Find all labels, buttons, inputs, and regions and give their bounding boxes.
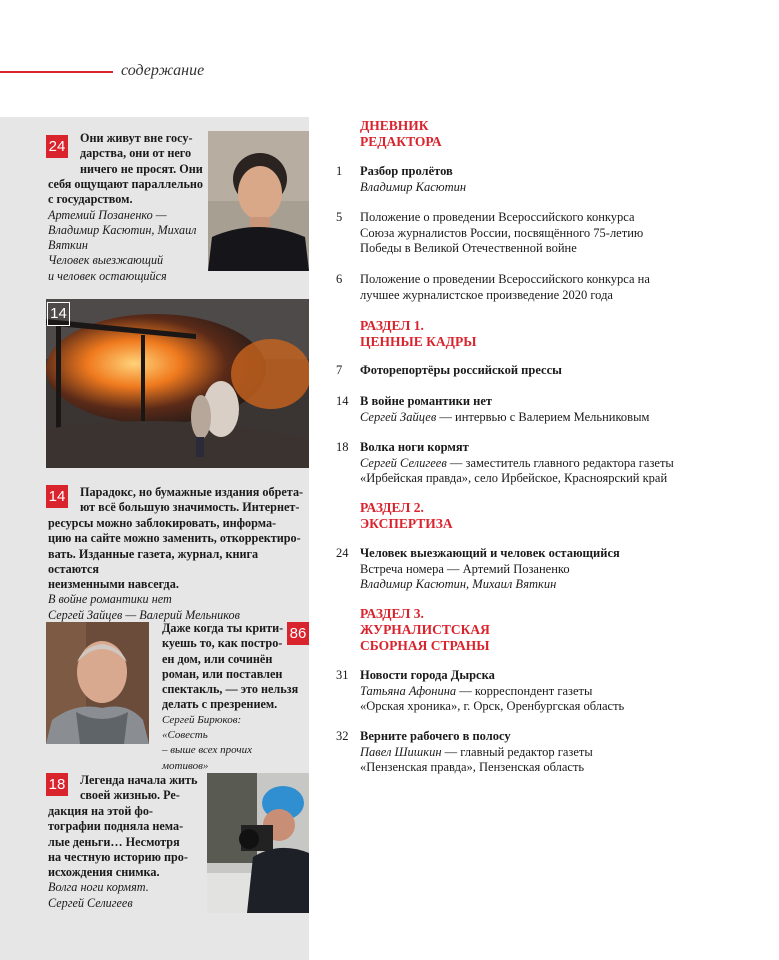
entry-title: Человек выезжающий и человек остающийся xyxy=(360,546,620,560)
toc-page-number: 31 xyxy=(336,668,349,682)
toc-entry[interactable] xyxy=(360,363,760,379)
quote-line: роман, или поставлен xyxy=(162,666,283,681)
section-line: РЕДАКТОРА xyxy=(360,134,442,149)
toc-entry[interactable] xyxy=(360,394,760,425)
quote-line: ен дом, или сочинён xyxy=(162,651,273,666)
entry-title: Новости города Дырска xyxy=(360,668,495,682)
quote-line: себя ощущают параллельно xyxy=(48,177,204,191)
entry-byline xyxy=(360,410,760,426)
entry-title: Волка ноги кормят xyxy=(360,440,469,454)
entry-role: — главный редактор газеты xyxy=(441,744,593,759)
toc-section-expertise xyxy=(360,500,453,532)
entry-line: Положение о проведении Всероссийского конкурса xyxy=(360,210,635,224)
header-rule xyxy=(0,71,113,73)
photographer-photo xyxy=(207,773,309,913)
entry-line: Положение о проведении Всероссийского конкурса на xyxy=(360,272,650,286)
portrait-photo xyxy=(208,131,309,271)
section-line: ДНЕВНИК xyxy=(360,118,429,133)
toc-page-number: 24 xyxy=(336,546,349,560)
toc-page-number: 5 xyxy=(336,210,343,224)
credit-line: Сергей Бирюков: «Совесть xyxy=(162,713,242,742)
toc-section-valuable-frames xyxy=(360,318,476,350)
badge-page-18: 18 xyxy=(46,773,68,796)
section-line: ЭКСПЕРТИЗА xyxy=(360,516,453,531)
toc-page-number: 7 xyxy=(336,363,343,377)
toc-entry[interactable] xyxy=(360,546,760,593)
entry-author: Павел Шишкин xyxy=(360,744,442,759)
quote-line: своей жизнью. Ре- xyxy=(80,788,180,803)
toc-entry[interactable] xyxy=(360,164,760,195)
quote-line: тографии подняла нема- xyxy=(48,819,184,834)
entry-author: Сергей Селигеев xyxy=(360,455,447,470)
toc-entry[interactable] xyxy=(360,210,760,257)
section-line: РАЗДЕЛ 2. xyxy=(360,500,424,515)
feature-quote-5b xyxy=(48,804,206,911)
section-line: ЦЕННЫЕ КАДРЫ xyxy=(360,334,477,349)
badge-page-14: 14 xyxy=(46,485,68,508)
feature-quote-1 xyxy=(80,131,205,177)
fire-photo xyxy=(46,299,309,468)
credit-line: Человек выезжающий xyxy=(48,253,164,268)
entry-author: Татьяна Афонина xyxy=(360,683,457,698)
entry-author: Владимир Касютин, Михаил Вяткин xyxy=(360,577,557,592)
quote-line: вать. Изданные газета, журнал, книга остаются xyxy=(48,546,259,576)
quote-line: на честную историю про- xyxy=(48,849,188,864)
quote-line: дарства, они от него xyxy=(80,146,192,161)
toc-entry[interactable] xyxy=(360,668,760,715)
credit-line: Владимир Касютин, Михаил xyxy=(48,222,197,237)
entry-role: — интервью с Валерием Мельниковым xyxy=(436,409,650,424)
toc-section-diary xyxy=(360,118,442,150)
section-line: РАЗДЕЛ 3. xyxy=(360,606,424,621)
quote-line: ничего не просят. Они xyxy=(80,161,203,176)
entry-byline xyxy=(360,684,760,700)
quote-line: делать с презрением. xyxy=(162,697,278,712)
section-line: РАЗДЕЛ 1. xyxy=(360,318,424,333)
toc-page-number: 1 xyxy=(336,164,343,178)
credit-line: Сергей Селигеев xyxy=(48,895,133,910)
toc-page-number: 32 xyxy=(336,729,349,743)
credit-line: Волга ноги кормят. xyxy=(48,880,149,895)
badge-page-86: 86 xyxy=(287,622,309,645)
credit-line: В войне романтики нет xyxy=(48,592,172,607)
toc-section-national-team xyxy=(360,606,490,654)
entry-role: — корреспондент газеты xyxy=(456,683,593,698)
toc-page-number: 14 xyxy=(336,394,349,408)
credit-line: мотивов» xyxy=(162,759,209,772)
quote-line: куешь то, как постро- xyxy=(162,636,283,651)
toc-page-number: 18 xyxy=(336,440,349,454)
entry-title: Верните рабочего в полосу xyxy=(360,729,511,743)
quote-line: исхождения снимка. xyxy=(48,865,160,880)
entry-title: Разбор пролётов xyxy=(360,164,453,178)
feature-quote-5 xyxy=(80,773,206,804)
quote-line: Они живут вне госу- xyxy=(80,131,193,145)
credit-line: Вяткин xyxy=(48,238,88,253)
entry-byline xyxy=(360,456,760,472)
quote-line: спектакль, — это нельзя xyxy=(162,682,299,697)
toc-page-number: 6 xyxy=(336,272,343,286)
entry-line: Победы в Великой Отечественной войне xyxy=(360,241,577,256)
quote-line: цию на сайте можно заменить, откорректиро- xyxy=(48,531,301,546)
badge-page-24: 24 xyxy=(46,135,68,158)
toc-entry[interactable] xyxy=(360,272,760,303)
entry-line: Союза журналистов России, посвящённого 75-летию xyxy=(360,225,644,240)
entry-line: «Ирбейская правда», село Ирбейское, Красноярский край xyxy=(360,471,668,486)
feature-quote-3 xyxy=(80,485,308,516)
credit-line: – выше всех прочих xyxy=(162,744,252,757)
toc-entry[interactable] xyxy=(360,729,760,776)
entry-title: Фоторепортёры российской прессы xyxy=(360,363,562,377)
quote-line: лые деньги… Несмотря xyxy=(48,834,180,849)
entry-byline xyxy=(360,745,760,761)
quote-line: неизменными навсегда. xyxy=(48,577,179,592)
toc-entry[interactable] xyxy=(360,440,760,487)
entry-role: — заместитель главного редактора газеты xyxy=(446,455,674,470)
quote-line: Легенда начала жить xyxy=(80,773,198,787)
entry-line: «Пензенская правда», Пензенская область xyxy=(360,760,585,775)
entry-author: Сергей Зайцев xyxy=(360,409,437,424)
page-title: содержание xyxy=(121,62,205,79)
section-line: ЖУРНАЛИСТСКАЯ xyxy=(360,622,490,637)
entry-line: Встреча номера — Артемий Позаненко xyxy=(360,561,570,576)
quote-line: Даже когда ты крити- xyxy=(162,621,284,635)
entry-line: «Орская хроника», г. Орск, Оренбургская область xyxy=(360,699,625,714)
quote-line: ют всё большую значимость. Интернет- xyxy=(80,500,300,515)
credit-line: Сергей Зайцев — Валерий Мельников xyxy=(48,607,240,622)
section-line: СБОРНАЯ СТРАНЫ xyxy=(360,638,490,653)
quote-line: с государством. xyxy=(48,192,133,207)
credit-line: Артемий Позаненко — xyxy=(48,207,167,222)
entry-title: В войне романтики нет xyxy=(360,394,493,408)
badge-page-14-outline: 14 xyxy=(47,302,70,326)
credit-line: и человек остающийся xyxy=(48,268,167,283)
feature-quote-3b xyxy=(48,516,308,623)
feature-quote-1b xyxy=(48,177,208,284)
quote-line: ресурсы можно заблокировать, информа- xyxy=(48,516,277,530)
quote-line: дакция на этой фо- xyxy=(48,804,153,818)
quote-line: Парадокс, но бумажные издания обрета- xyxy=(80,485,304,499)
entry-author: Владимир Касютин xyxy=(360,179,467,194)
entry-line: лучшее журналистское произведение 2020 года xyxy=(360,287,613,302)
man-photo xyxy=(46,622,149,744)
